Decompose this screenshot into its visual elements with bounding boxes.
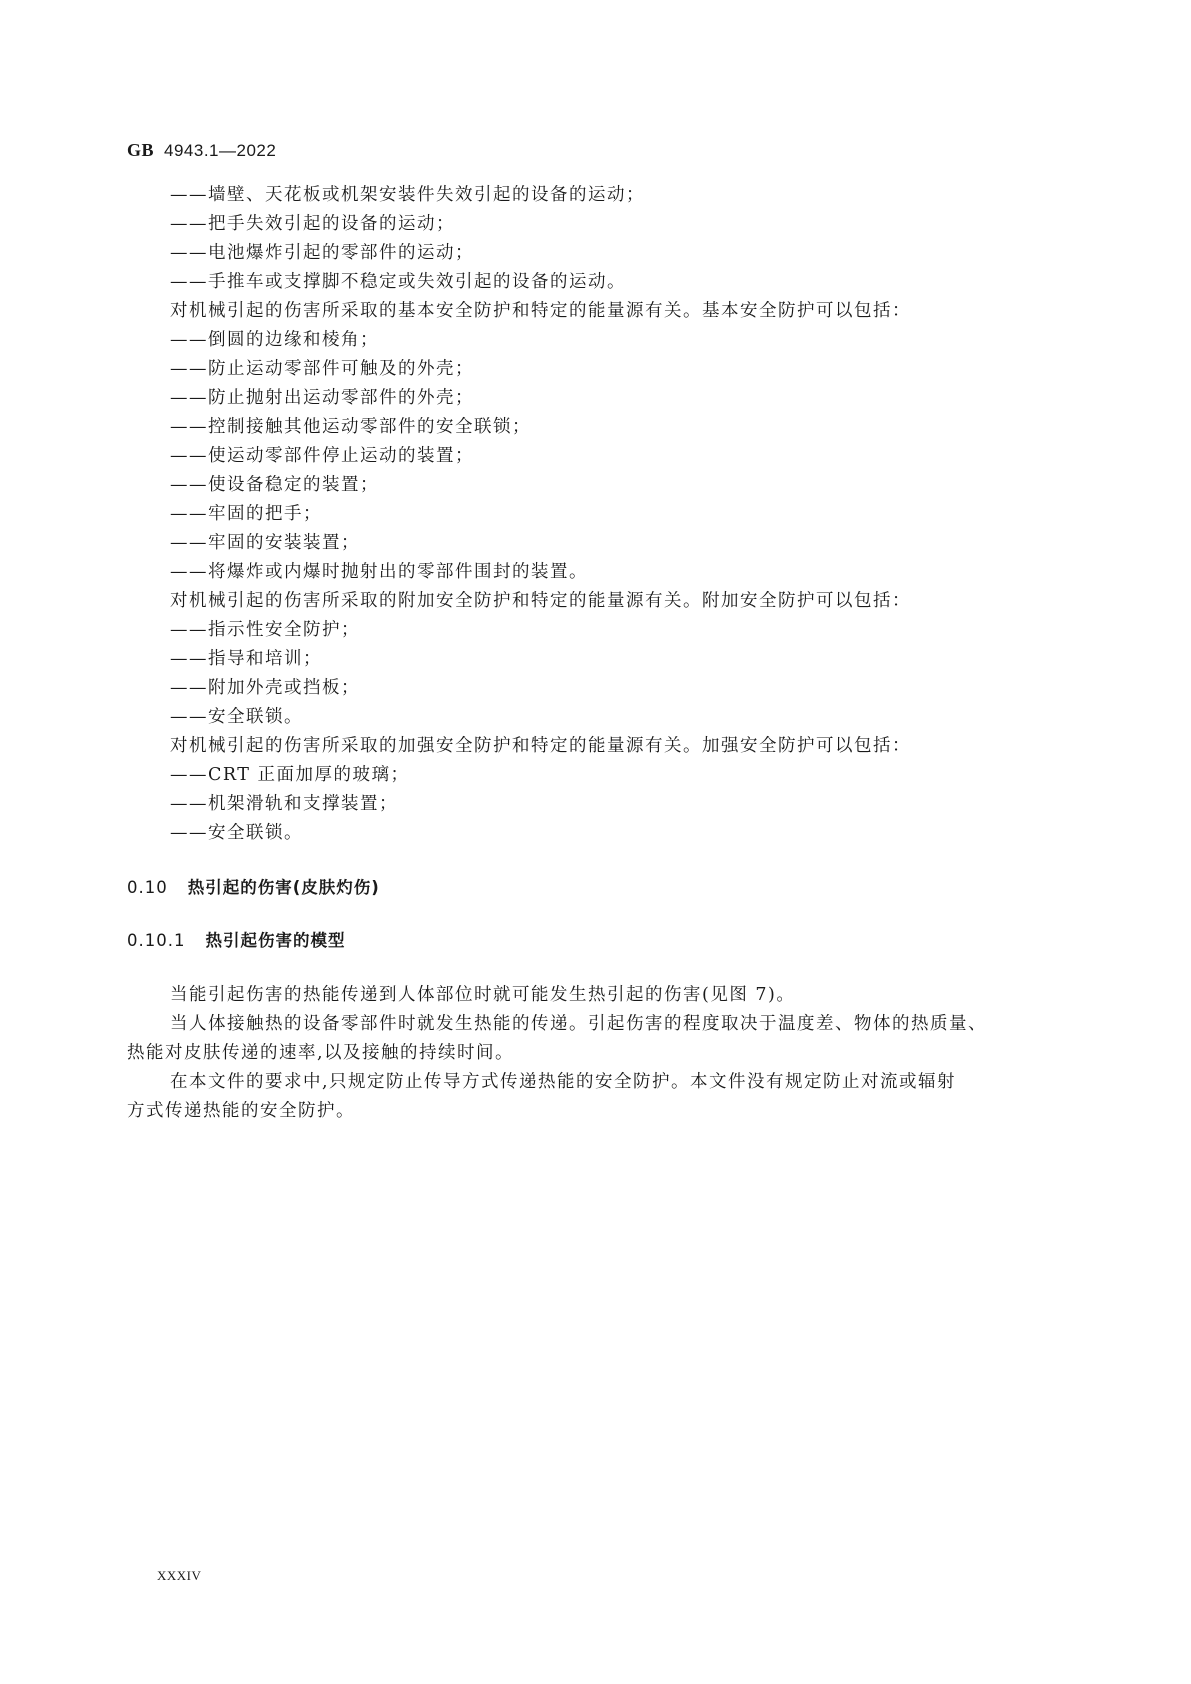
list-item: ——手推车或支撑脚不稳定或失效引起的设备的运动。 — [170, 272, 626, 292]
subsection-title: 热引起伤害的模型 — [205, 931, 346, 950]
list-item: ——电池爆炸引起的零部件的运动； — [170, 243, 474, 263]
section-heading — [127, 876, 380, 900]
paragraph-line: 在本文件的要求中,只规定防止传导方式传递热能的安全防护。本文件没有规定防止对流或辐射 — [170, 1072, 957, 1092]
subsection-number: 0.10.1 — [127, 931, 186, 950]
reinforced-safeguard-intro: 对机械引起的伤害所采取的加强安全防护和特定的能量源有关。加强安全防护可以包括： — [170, 736, 911, 756]
list-item: ——防止运动零部件可触及的外壳； — [170, 359, 474, 379]
section-title: 热引起的伤害(皮肤灼伤) — [187, 878, 380, 897]
page-number: XXXIV — [157, 1568, 202, 1583]
paragraph: 当能引起伤害的热能传递到人体部位时就可能发生热引起的伤害(见图 7)。 — [170, 985, 796, 1005]
paragraph-line: 当人体接触热的设备零部件时就发生热能的传递。引起伤害的程度取决于温度差、物体的热质量、 — [170, 1014, 987, 1034]
list-item: ——机架滑轨和支撑装置； — [170, 794, 398, 814]
list-item: ——附加外壳或挡板； — [170, 678, 360, 698]
section-number: 0.10 — [127, 878, 168, 897]
list-item: ——指导和培训； — [170, 649, 322, 669]
document-header — [127, 140, 276, 161]
list-item: ——将爆炸或内爆时抛射出的零部件围封的装置。 — [170, 562, 588, 582]
list-item: ——把手失效引起的设备的运动； — [170, 214, 455, 234]
list-item: ——墙壁、天花板或机架安装件失效引起的设备的运动； — [170, 185, 645, 205]
list-item: ——安全联锁。 — [170, 823, 303, 843]
subsection-heading — [127, 929, 345, 953]
supplementary-safeguard-intro: 对机械引起的伤害所采取的附加安全防护和特定的能量源有关。附加安全防护可以包括： — [170, 591, 911, 611]
standard-prefix: GB — [127, 140, 155, 160]
list-item: ——使运动零部件停止运动的装置； — [170, 446, 474, 466]
list-item: ——使设备稳定的装置； — [170, 475, 379, 495]
list-item: ——牢固的把手； — [170, 504, 322, 524]
list-item: ——牢固的安装装置； — [170, 533, 360, 553]
list-item: ——防止抛射出运动零部件的外壳； — [170, 388, 474, 408]
list-item: ——倒圆的边缘和棱角； — [170, 330, 379, 350]
basic-safeguard-intro: 对机械引起的伤害所采取的基本安全防护和特定的能量源有关。基本安全防护可以包括： — [170, 301, 911, 321]
list-item: ——控制接触其他运动零部件的安全联锁； — [170, 417, 531, 437]
list-item: ——安全联锁。 — [170, 707, 303, 727]
paragraph-line: 方式传递热能的安全防护。 — [127, 1101, 355, 1121]
list-item: ——指示性安全防护； — [170, 620, 360, 640]
paragraph-line: 热能对皮肤传递的速率,以及接触的持续时间。 — [127, 1043, 515, 1063]
standard-number: 4943.1—2022 — [164, 141, 277, 160]
list-item: ——CRT 正面加厚的玻璃； — [170, 765, 410, 785]
